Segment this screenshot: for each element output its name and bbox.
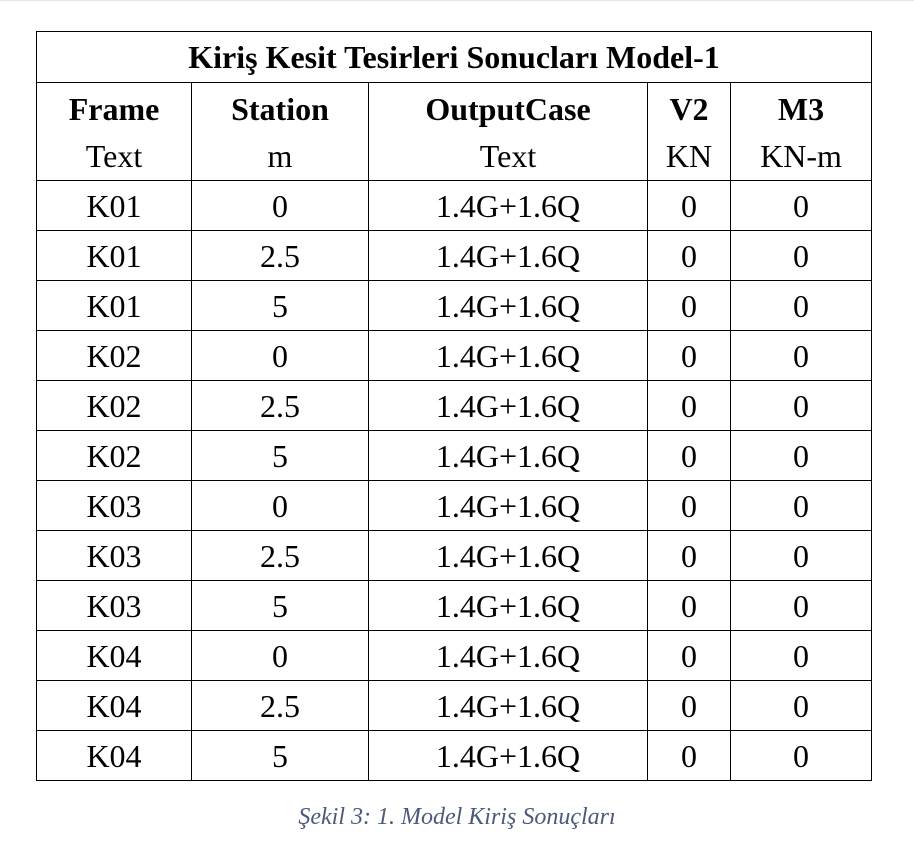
cell-station: 5	[192, 431, 369, 481]
column-unit: KN	[665, 137, 713, 174]
cell-output-case: 1.4G+1.6Q	[369, 631, 648, 681]
table-row	[37, 381, 872, 431]
cell-frame: K04	[37, 681, 192, 731]
cell-output-case: 1.4G+1.6Q	[369, 481, 648, 531]
cell-frame: K01	[37, 181, 192, 231]
cell-station: 2.5	[192, 231, 369, 281]
cell-v2: 0	[648, 181, 731, 231]
title-row	[37, 32, 872, 83]
column-name: Station	[231, 90, 329, 127]
page-top-rule	[0, 0, 914, 1]
cell-m3: 0	[731, 331, 872, 381]
cell-frame: K01	[37, 231, 192, 281]
cell-station: 0	[192, 181, 369, 231]
cell-m3: 0	[731, 631, 872, 681]
cell-output-case: 1.4G+1.6Q	[369, 381, 648, 431]
table-row	[37, 681, 872, 731]
table-title: Kiriş Kesit Tesirleri Sonucları Model-1	[37, 32, 872, 83]
cell-station: 2.5	[192, 531, 369, 581]
cell-v2: 0	[648, 481, 731, 531]
cell-station: 0	[192, 631, 369, 681]
cell-v2: 0	[648, 231, 731, 281]
cell-v2: 0	[648, 681, 731, 731]
column-unit: m	[267, 137, 293, 174]
table-body	[37, 181, 872, 781]
cell-station: 5	[192, 731, 369, 781]
table-row	[37, 631, 872, 681]
cell-station: 5	[192, 581, 369, 631]
cell-v2: 0	[648, 281, 731, 331]
cell-output-case: 1.4G+1.6Q	[369, 281, 648, 331]
cell-station: 2.5	[192, 681, 369, 731]
table-row	[37, 581, 872, 631]
figure-caption: Şekil 3: 1. Model Kiriş Sonuçları	[298, 804, 616, 830]
cell-station: 0	[192, 331, 369, 381]
cell-m3: 0	[731, 181, 872, 231]
cell-output-case: 1.4G+1.6Q	[369, 731, 648, 781]
column-header-m3	[731, 83, 872, 181]
cell-frame: K04	[37, 731, 192, 781]
cell-v2: 0	[648, 331, 731, 381]
cell-station: 2.5	[192, 381, 369, 431]
cell-frame: K01	[37, 281, 192, 331]
cell-station: 5	[192, 281, 369, 331]
cell-v2: 0	[648, 431, 731, 481]
column-name: M3	[777, 90, 825, 127]
cell-output-case: 1.4G+1.6Q	[369, 431, 648, 481]
column-unit: KN-m	[760, 137, 842, 174]
cell-v2: 0	[648, 531, 731, 581]
column-header-station	[192, 83, 369, 181]
cell-m3: 0	[731, 731, 872, 781]
table-row	[37, 431, 872, 481]
cell-v2: 0	[648, 381, 731, 431]
cell-frame: K04	[37, 631, 192, 681]
column-name: V2	[669, 90, 709, 127]
cell-output-case: 1.4G+1.6Q	[369, 681, 648, 731]
cell-output-case: 1.4G+1.6Q	[369, 531, 648, 581]
column-unit: Text	[479, 137, 537, 174]
cell-frame: K02	[37, 431, 192, 481]
cell-m3: 0	[731, 281, 872, 331]
column-header-v2	[648, 83, 731, 181]
cell-v2: 0	[648, 731, 731, 781]
cell-frame: K03	[37, 581, 192, 631]
table-row	[37, 281, 872, 331]
cell-output-case: 1.4G+1.6Q	[369, 331, 648, 381]
cell-m3: 0	[731, 581, 872, 631]
table-row	[37, 531, 872, 581]
table-row	[37, 331, 872, 381]
cell-output-case: 1.4G+1.6Q	[369, 231, 648, 281]
cell-frame: K03	[37, 481, 192, 531]
cell-frame: K03	[37, 531, 192, 581]
cell-m3: 0	[731, 481, 872, 531]
table-row	[37, 481, 872, 531]
cell-station: 0	[192, 481, 369, 531]
table-row	[37, 181, 872, 231]
cell-frame: K02	[37, 381, 192, 431]
header-row	[37, 83, 872, 181]
cell-m3: 0	[731, 531, 872, 581]
cell-v2: 0	[648, 581, 731, 631]
column-unit: Text	[85, 137, 143, 174]
column-header-outputcase	[369, 83, 648, 181]
column-name: Frame	[68, 90, 160, 127]
cell-v2: 0	[648, 631, 731, 681]
table-row	[37, 731, 872, 781]
results-table	[36, 31, 872, 781]
cell-frame: K02	[37, 331, 192, 381]
cell-m3: 0	[731, 431, 872, 481]
table-row	[37, 231, 872, 281]
cell-output-case: 1.4G+1.6Q	[369, 181, 648, 231]
cell-m3: 0	[731, 681, 872, 731]
column-name: OutputCase	[425, 90, 591, 127]
cell-output-case: 1.4G+1.6Q	[369, 581, 648, 631]
cell-m3: 0	[731, 231, 872, 281]
column-header-frame	[37, 83, 192, 181]
cell-m3: 0	[731, 381, 872, 431]
